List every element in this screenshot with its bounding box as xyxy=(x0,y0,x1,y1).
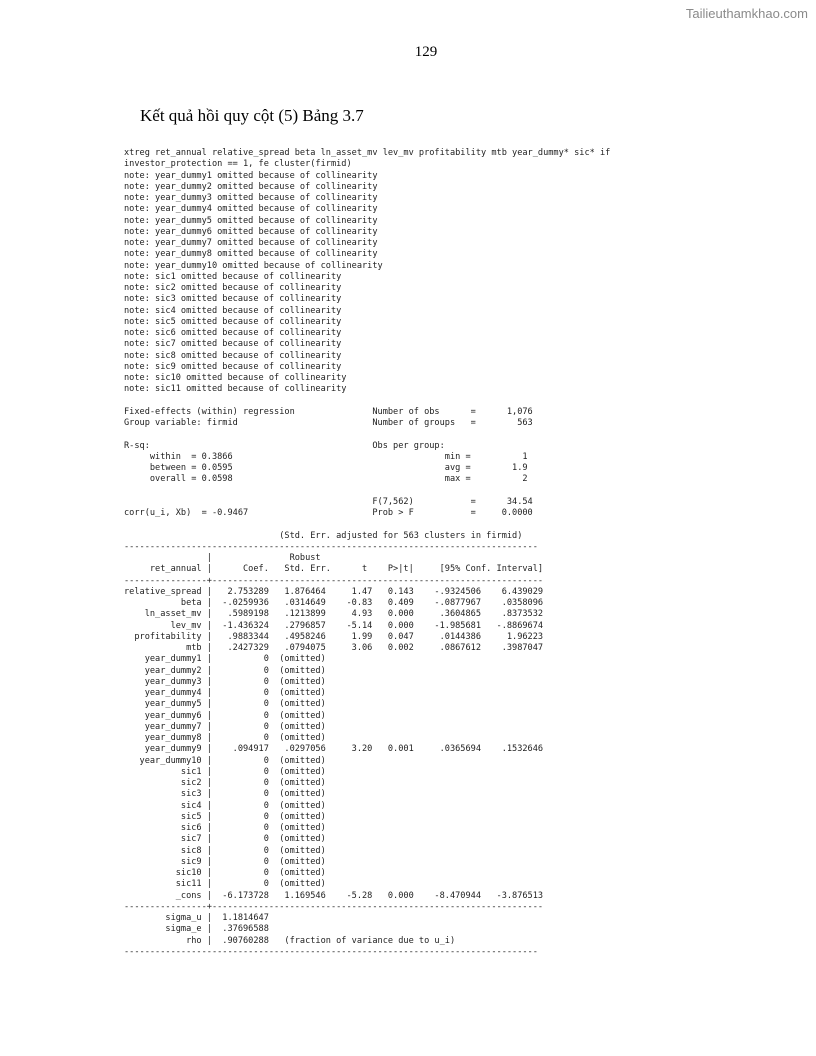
output-line: sic7 | 0 (omitted) xyxy=(124,834,326,845)
output-line: sigma_u | 1.1814647 xyxy=(124,913,269,923)
output-line: year_dummy4 | 0 (omitted) xyxy=(124,688,326,698)
output-line: -------------------------------------------------------------------------------- xyxy=(124,541,538,552)
output-line: note: year_dummy1 omitted because of collinearity xyxy=(124,170,378,181)
output-line: ----------------+---------------------------------------------------------------- xyxy=(124,575,544,586)
output-line: corr(u_i, Xb) = -0.9467 Prob > F = 0.0000 xyxy=(124,508,533,518)
output-line: lev_mv | -1.436324 .2796857 -5.14 0.000 -1.985681 -.8869674 xyxy=(124,620,544,631)
output-line: year_dummy1 | 0 (omitted) xyxy=(124,654,326,665)
output-line: between = 0.0595 avg = 1.9 xyxy=(124,463,528,473)
output-line: note: year_dummy5 omitted because of collinearity xyxy=(124,215,378,226)
output-line: note: year_dummy7 omitted because of collinearity xyxy=(124,238,378,248)
output-line: _cons | -6.173728 1.169546 -5.28 0.000 -8.470944 -3.876513 xyxy=(124,890,544,901)
output-line: (Std. Err. adjusted for 563 clusters in firmid) xyxy=(124,530,523,541)
output-line: note: year_dummy6 omitted because of collinearity xyxy=(124,226,378,237)
output-line: Group variable: firmid Number of groups = 563 xyxy=(124,418,533,428)
output-line: sic1 | 0 (omitted) xyxy=(124,766,326,777)
output-line: rho | .90760288 (fraction of variance due to u_i) xyxy=(124,935,456,946)
page-number: 129 xyxy=(414,44,438,60)
output-line: Fixed-effects (within) regression Number of obs = 1,076 xyxy=(124,406,533,417)
output-line: note: sic8 omitted because of collinearity xyxy=(124,350,342,361)
output-line: investor_protection == 1, fe cluster(firmid) xyxy=(124,159,352,170)
output-line: year_dummy5 | 0 (omitted) xyxy=(124,699,326,710)
output-line: ret_annual | Coef. Std. Err. t P>|t| [95% Conf. Interval] xyxy=(124,564,544,575)
output-line: overall = 0.0598 max = 2 xyxy=(124,474,528,485)
output-line xyxy=(124,519,610,530)
output-line: | Robust xyxy=(124,553,321,563)
output-line: relative_spread | 2.753289 1.876464 1.47 0.143 -.9324506 6.439029 xyxy=(124,586,544,597)
output-line: xtreg ret_annual relative_spread beta ln_asset_mv lev_mv profitability mtb year_dummy* sic* if xyxy=(124,148,611,158)
output-line: note: year_dummy3 omitted because of collinearity xyxy=(124,193,378,203)
output-line: note: year_dummy10 omitted because of collinearity xyxy=(124,260,383,271)
output-line xyxy=(124,486,610,497)
watermark-text: Tailieuthamkhao.com xyxy=(685,6,808,21)
output-line: ----------------+---------------------------------------------------------------- xyxy=(124,901,544,912)
section-heading: Kết quả hồi quy cột (5) Bảng 3.7 xyxy=(140,106,364,125)
output-line: note: sic1 omitted because of collinearity xyxy=(124,271,342,282)
output-line: F(7,562) = 34.54 xyxy=(124,496,533,507)
output-line: note: sic7 omitted because of collinearity xyxy=(124,339,342,350)
output-line: year_dummy7 | 0 (omitted) xyxy=(124,721,326,732)
output-line: sigma_e | .37696588 xyxy=(124,924,269,935)
output-line: within = 0.3866 min = 1 xyxy=(124,451,528,462)
output-line xyxy=(124,429,610,440)
output-line: beta | -.0259936 .0314649 -0.83 0.409 -.0877967 .0358096 xyxy=(124,598,544,608)
output-line: sic9 | 0 (omitted) xyxy=(124,856,326,867)
output-line: year_dummy9 | .094917 .0297056 3.20 0.001 .0365694 .1532646 xyxy=(124,744,544,755)
output-line: note: sic3 omitted because of collinearity xyxy=(124,294,342,305)
output-line: year_dummy2 | 0 (omitted) xyxy=(124,665,326,676)
output-line: R-sq: Obs per group: xyxy=(124,440,445,451)
output-line: sic8 | 0 (omitted) xyxy=(124,845,326,856)
output-line: sic4 | 0 (omitted) xyxy=(124,800,326,811)
output-line xyxy=(124,396,610,407)
output-line: note: year_dummy4 omitted because of collinearity xyxy=(124,204,378,215)
output-line: mtb | .2427329 .0794075 3.06 0.002 .0867612 .3987047 xyxy=(124,643,544,653)
output-line: year_dummy6 | 0 (omitted) xyxy=(124,710,326,721)
output-line: year_dummy8 | 0 (omitted) xyxy=(124,733,326,743)
output-line: year_dummy3 | 0 (omitted) xyxy=(124,676,326,687)
output-line: sic6 | 0 (omitted) xyxy=(124,823,326,833)
output-line: sic11 | 0 (omitted) xyxy=(124,879,326,890)
output-line: ln_asset_mv | .5989198 .1213899 4.93 0.000 .3604865 .8373532 xyxy=(124,609,544,620)
output-line: -------------------------------------------------------------------------------- xyxy=(124,946,538,957)
output-line: note: sic11 omitted because of collinearity xyxy=(124,384,347,395)
regression-output xyxy=(124,148,610,958)
output-line: sic5 | 0 (omitted) xyxy=(124,811,326,822)
output-line: sic10 | 0 (omitted) xyxy=(124,868,326,878)
output-line: sic3 | 0 (omitted) xyxy=(124,789,326,800)
output-line: note: sic5 omitted because of collinearity xyxy=(124,316,342,327)
output-line: note: year_dummy8 omitted because of collinearity xyxy=(124,249,378,260)
output-line: sic2 | 0 (omitted) xyxy=(124,778,326,788)
output-line: note: sic4 omitted because of collinearity xyxy=(124,305,342,316)
output-line: profitability | .9883344 .4958246 1.99 0.047 .0144386 1.96223 xyxy=(124,631,544,642)
output-line: note: year_dummy2 omitted because of collinearity xyxy=(124,181,378,192)
output-line: note: sic10 omitted because of collinearity xyxy=(124,373,347,383)
output-line: note: sic9 omitted because of collinearity xyxy=(124,361,342,372)
output-line: note: sic6 omitted because of collinearity xyxy=(124,328,342,338)
output-line: year_dummy10 | 0 (omitted) xyxy=(124,755,326,766)
output-line: note: sic2 omitted because of collinearity xyxy=(124,283,342,293)
